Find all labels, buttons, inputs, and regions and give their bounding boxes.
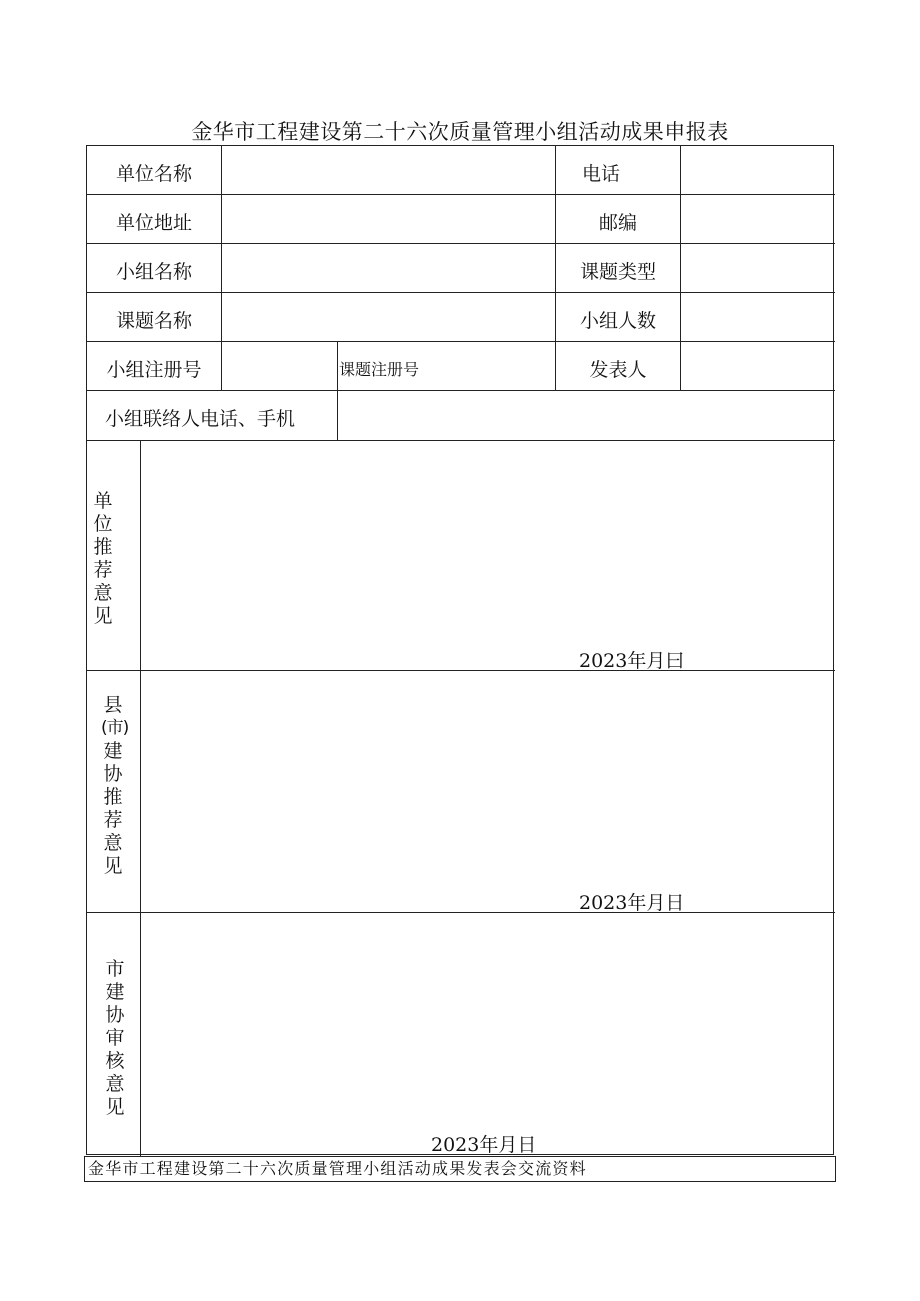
application-form	[86, 145, 834, 1155]
group-reg-no-field[interactable]	[222, 342, 337, 390]
postcode-field[interactable]	[681, 195, 834, 243]
county-recommendation-field[interactable]	[141, 671, 834, 912]
topic-type-field[interactable]	[681, 244, 834, 292]
phone-field[interactable]	[681, 147, 834, 194]
postcode-label: 邮编	[598, 212, 637, 234]
unit-recommendation-date: 2023年月曰	[579, 650, 685, 672]
contact-phone-label: 小组联络人电话、手机	[105, 408, 296, 430]
group-name-label: 小组名称	[115, 261, 192, 283]
phone-label: 电话	[581, 163, 620, 185]
group-size-field[interactable]	[681, 293, 834, 341]
footer-note: 金华市工程建设第二十六次质量管理小组活动成果发表会交流资料	[84, 1156, 836, 1182]
unit-name-label: 单位名称	[115, 163, 192, 185]
form-title: 金华市工程建设第二十六次质量管理小组活动成果申报表	[191, 120, 729, 144]
group-reg-no-label: 小组注册号	[106, 359, 202, 381]
topic-name-label: 课题名称	[115, 310, 192, 332]
city-review-field[interactable]	[141, 913, 834, 1155]
group-size-label: 小组人数	[579, 310, 656, 332]
city-review-date: 2023年月日	[431, 1134, 537, 1156]
unit-recommendation-label: 单 位 推 荐 意 见	[93, 490, 113, 627]
unit-recommendation-field[interactable]	[141, 441, 834, 670]
topic-name-field[interactable]	[222, 293, 555, 341]
topic-reg-no-label: 课题注册号	[339, 360, 420, 379]
topic-reg-no-field[interactable]	[427, 342, 555, 390]
contact-phone-field[interactable]	[338, 391, 834, 440]
unit-address-field[interactable]	[222, 195, 555, 243]
county-recommendation-date: 2023年月日	[579, 892, 685, 914]
unit-name-field[interactable]	[222, 147, 555, 194]
presenter-label: 发表人	[589, 359, 647, 381]
presenter-field[interactable]	[681, 342, 834, 390]
unit-address-label: 单位地址	[115, 212, 192, 234]
city-review-label: 市 建 协 审 核 意 见	[105, 958, 125, 1118]
group-name-field[interactable]	[222, 244, 555, 292]
topic-type-label: 课题类型	[579, 261, 656, 283]
county-recommendation-label: 县 (市) 建 协 推 荐 意 见	[101, 694, 129, 877]
